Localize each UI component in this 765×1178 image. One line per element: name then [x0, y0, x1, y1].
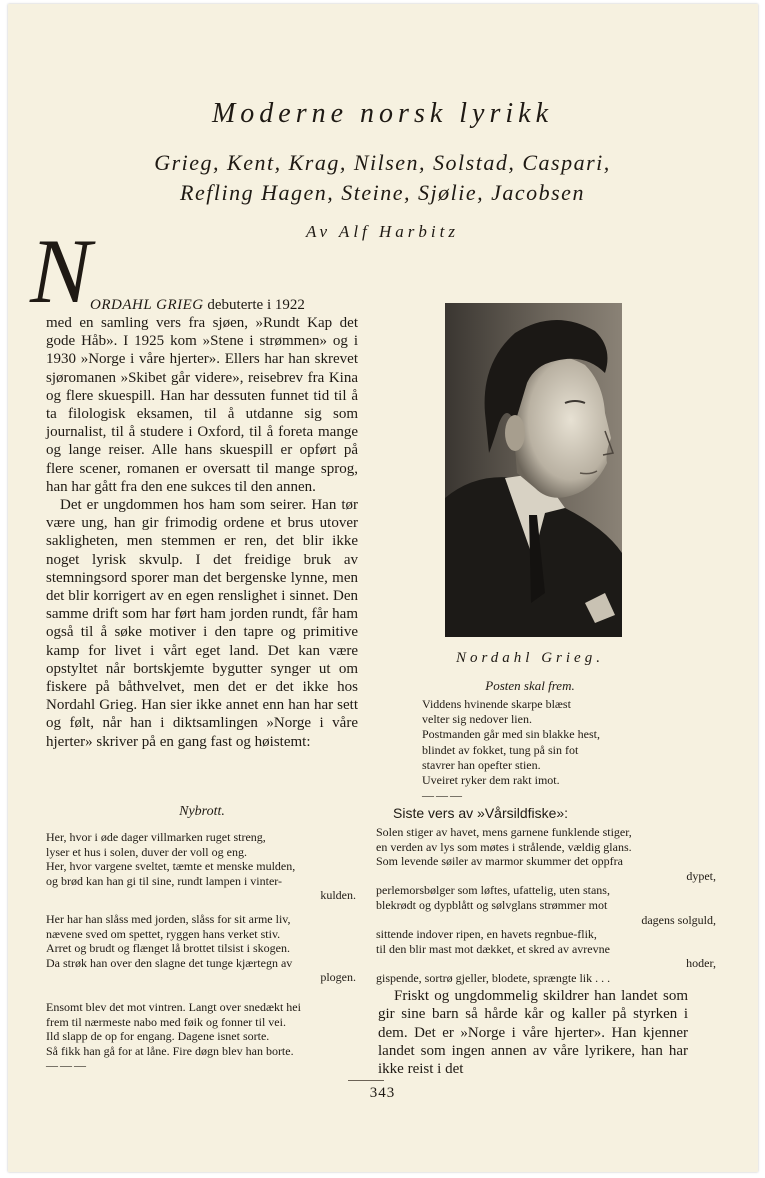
poem-line: til den blir mast mot dækket, et skred av avrevne	[376, 941, 610, 956]
poem-line: og brød kan han gi til sine, rundt lampen i vinter-	[46, 873, 283, 888]
poem-line: blekrødt og dypblått og sølvglans strømmer mot	[376, 897, 608, 912]
portrait-illustration	[445, 303, 622, 637]
right-body-text	[378, 987, 688, 1078]
page-number: 343	[369, 1085, 396, 1101]
poem-line-continuation: kulden.	[320, 888, 356, 903]
poem-line: Solen stiger av havet, mens garnene funklende stiger,	[376, 825, 632, 839]
poem-line: Ensomt blev det mot vintren. Langt over snedækt hei	[46, 1000, 301, 1014]
article-subtitle	[0, 148, 765, 208]
poem-line: Postmanden går med sin blakke hest,	[422, 727, 600, 742]
poem-line: Her, hvor i øde dager villmarken ruget streng,	[46, 830, 266, 844]
poem-line: Arret og brudt og flænget lå brottet tilsist i skogen.	[46, 941, 290, 956]
poem-line: frem til nærmeste nabo med føik og fonner til vei.	[46, 1014, 286, 1029]
poem-line-continuation: dypet,	[686, 868, 716, 883]
paragraph-2: Det er ungdommen hos ham som seirer. Han tør være ung, han gir frimodig ordene et brus utover sakligheten, men stemmen er ren, det blir ikke noget lyrisk skvulp. I det freidige bruk av stemningsord sporer man det bergenske lynne, men det blir korrigert av en egen renslighet i sinnet. Den samme drift som har ført ham jorden rundt, får ham også til å søke motiver i den tapre og primitive kamp for livet i vårt eget land. Det kan være opstyltet når bortskjemte bygutter synger ut om fiskere på båthvelvet, men det er det ikke hos Nordahl Grieg. Han sier ikke annet enn han har sett og følt, når han i diktsamlingen »Norge i våre hjerter» skriver på en gang fast og høistemt:	[46, 497, 358, 750]
poem-posten	[422, 697, 662, 803]
poem-end-mark: ———	[46, 1058, 88, 1073]
article-title: Moderne norsk lyrikk	[211, 98, 554, 129]
lead-rest: debuterte i 1922	[203, 297, 305, 313]
drop-cap: N	[30, 220, 92, 322]
paragraph-3: Friskt og ungdommelig skildrer han landet som gir sine barn så hårde kår og kaller på styrken i dem. Det er »Norge i våre hjerter». Han kjenner landet som ingen annen av våre lyrikere, han har ikke reist i det	[378, 988, 688, 1078]
poem-line: Her, hvor vargene sveltet, tæmte et menske mulden,	[46, 859, 296, 874]
poem-nybrott-stanza-2	[46, 912, 358, 985]
varsildfiske-heading: Siste vers av »Vårsildfiske»:	[393, 805, 569, 821]
poem-line: gispende, sortrø gjeller, blodete, sprængte lik . . .	[376, 970, 611, 985]
poem-line: stavrer han opefter stien.	[422, 757, 541, 772]
poem-line: nævene sved om spettet, ryggen hans verket stiv.	[46, 926, 281, 941]
poem-line: Uveiret ryker dem rakt imot.	[422, 773, 560, 788]
left-body-text	[46, 314, 358, 751]
lead-line	[90, 296, 358, 314]
poem-line: sittende indover ripen, en havets regnbue-flik,	[376, 927, 597, 942]
byline: Av Alf Harbitz	[306, 222, 459, 241]
poem-line: Ild slapp de op for engang. Dagene isnet sorte.	[46, 1029, 270, 1044]
paragraph-1: med en samling vers fra sjøen, »Rundt Kap det gode Håb». I 1925 kom »Stene i strømmen» og i 1930 »Norge i våre hjerter». Ellers har han skrevet sjøromanen »Skibet går videre», reisebrev fra Kina og flere skuespill. Han har dessuten funnet tid til å ta filologisk eksamen, til å utdanne sig som journalist, til å studere i Oxford, til å foreta mange og lange reiser. Alle hans skuespill er opført på flere scener, romanen er oversatt til mange sprog, han har gått fra den ene sukces til den annen.	[46, 315, 358, 495]
poem-line: en verden av lys som møtes i strålende, vældig glans.	[376, 839, 632, 854]
poem-line: perlemorsbølger som løftes, ufattelig, uten stans,	[376, 883, 610, 898]
poem-line-continuation: dagens solguld,	[641, 912, 716, 927]
lead-caps: ORDAHL GRIEG	[90, 297, 204, 313]
subtitle-line-1: Grieg, Kent, Krag, Nilsen, Solstad, Caspari,	[154, 150, 611, 175]
poem-line: Her har han slåss med jorden, slåss for sit arme liv,	[46, 912, 291, 926]
poem-varsildfiske	[376, 825, 716, 986]
poem-nybrott-title: Nybrott.	[179, 804, 225, 819]
poem-line-continuation: hoder,	[686, 956, 716, 971]
poem-nybrott-stanza-3	[46, 1000, 358, 1073]
poem-line: Da strøk han over den slagne det tunge kjærtegn av	[46, 955, 293, 970]
poem-line: Som levende søiler av marmor skummer det oppfra	[376, 854, 623, 869]
poem-line: blindet av fokket, tung på sin fot	[422, 742, 579, 757]
poem-line-continuation: plogen.	[320, 970, 356, 985]
poem-line: velter sig nedover lien.	[422, 712, 532, 727]
poem-nybrott-stanza-1	[46, 830, 358, 903]
subtitle-line-2: Refling Hagen, Steine, Sjølie, Jacobsen	[180, 180, 585, 205]
poem-end-mark: ———	[422, 788, 464, 803]
photo-caption: Nordahl Grieg.	[456, 650, 604, 666]
poem-line: lyser et hus i solen, duver der voll og eng.	[46, 844, 247, 859]
poem-posten-title: Posten skal frem.	[485, 678, 575, 693]
portrait-photo	[445, 303, 622, 637]
poem-line: Så fikk han gå for at låne. Fire døgn blev han borte.	[46, 1043, 294, 1058]
poem-line: Viddens hvinende skarpe blæst	[422, 697, 571, 711]
footer-rule	[348, 1080, 384, 1081]
